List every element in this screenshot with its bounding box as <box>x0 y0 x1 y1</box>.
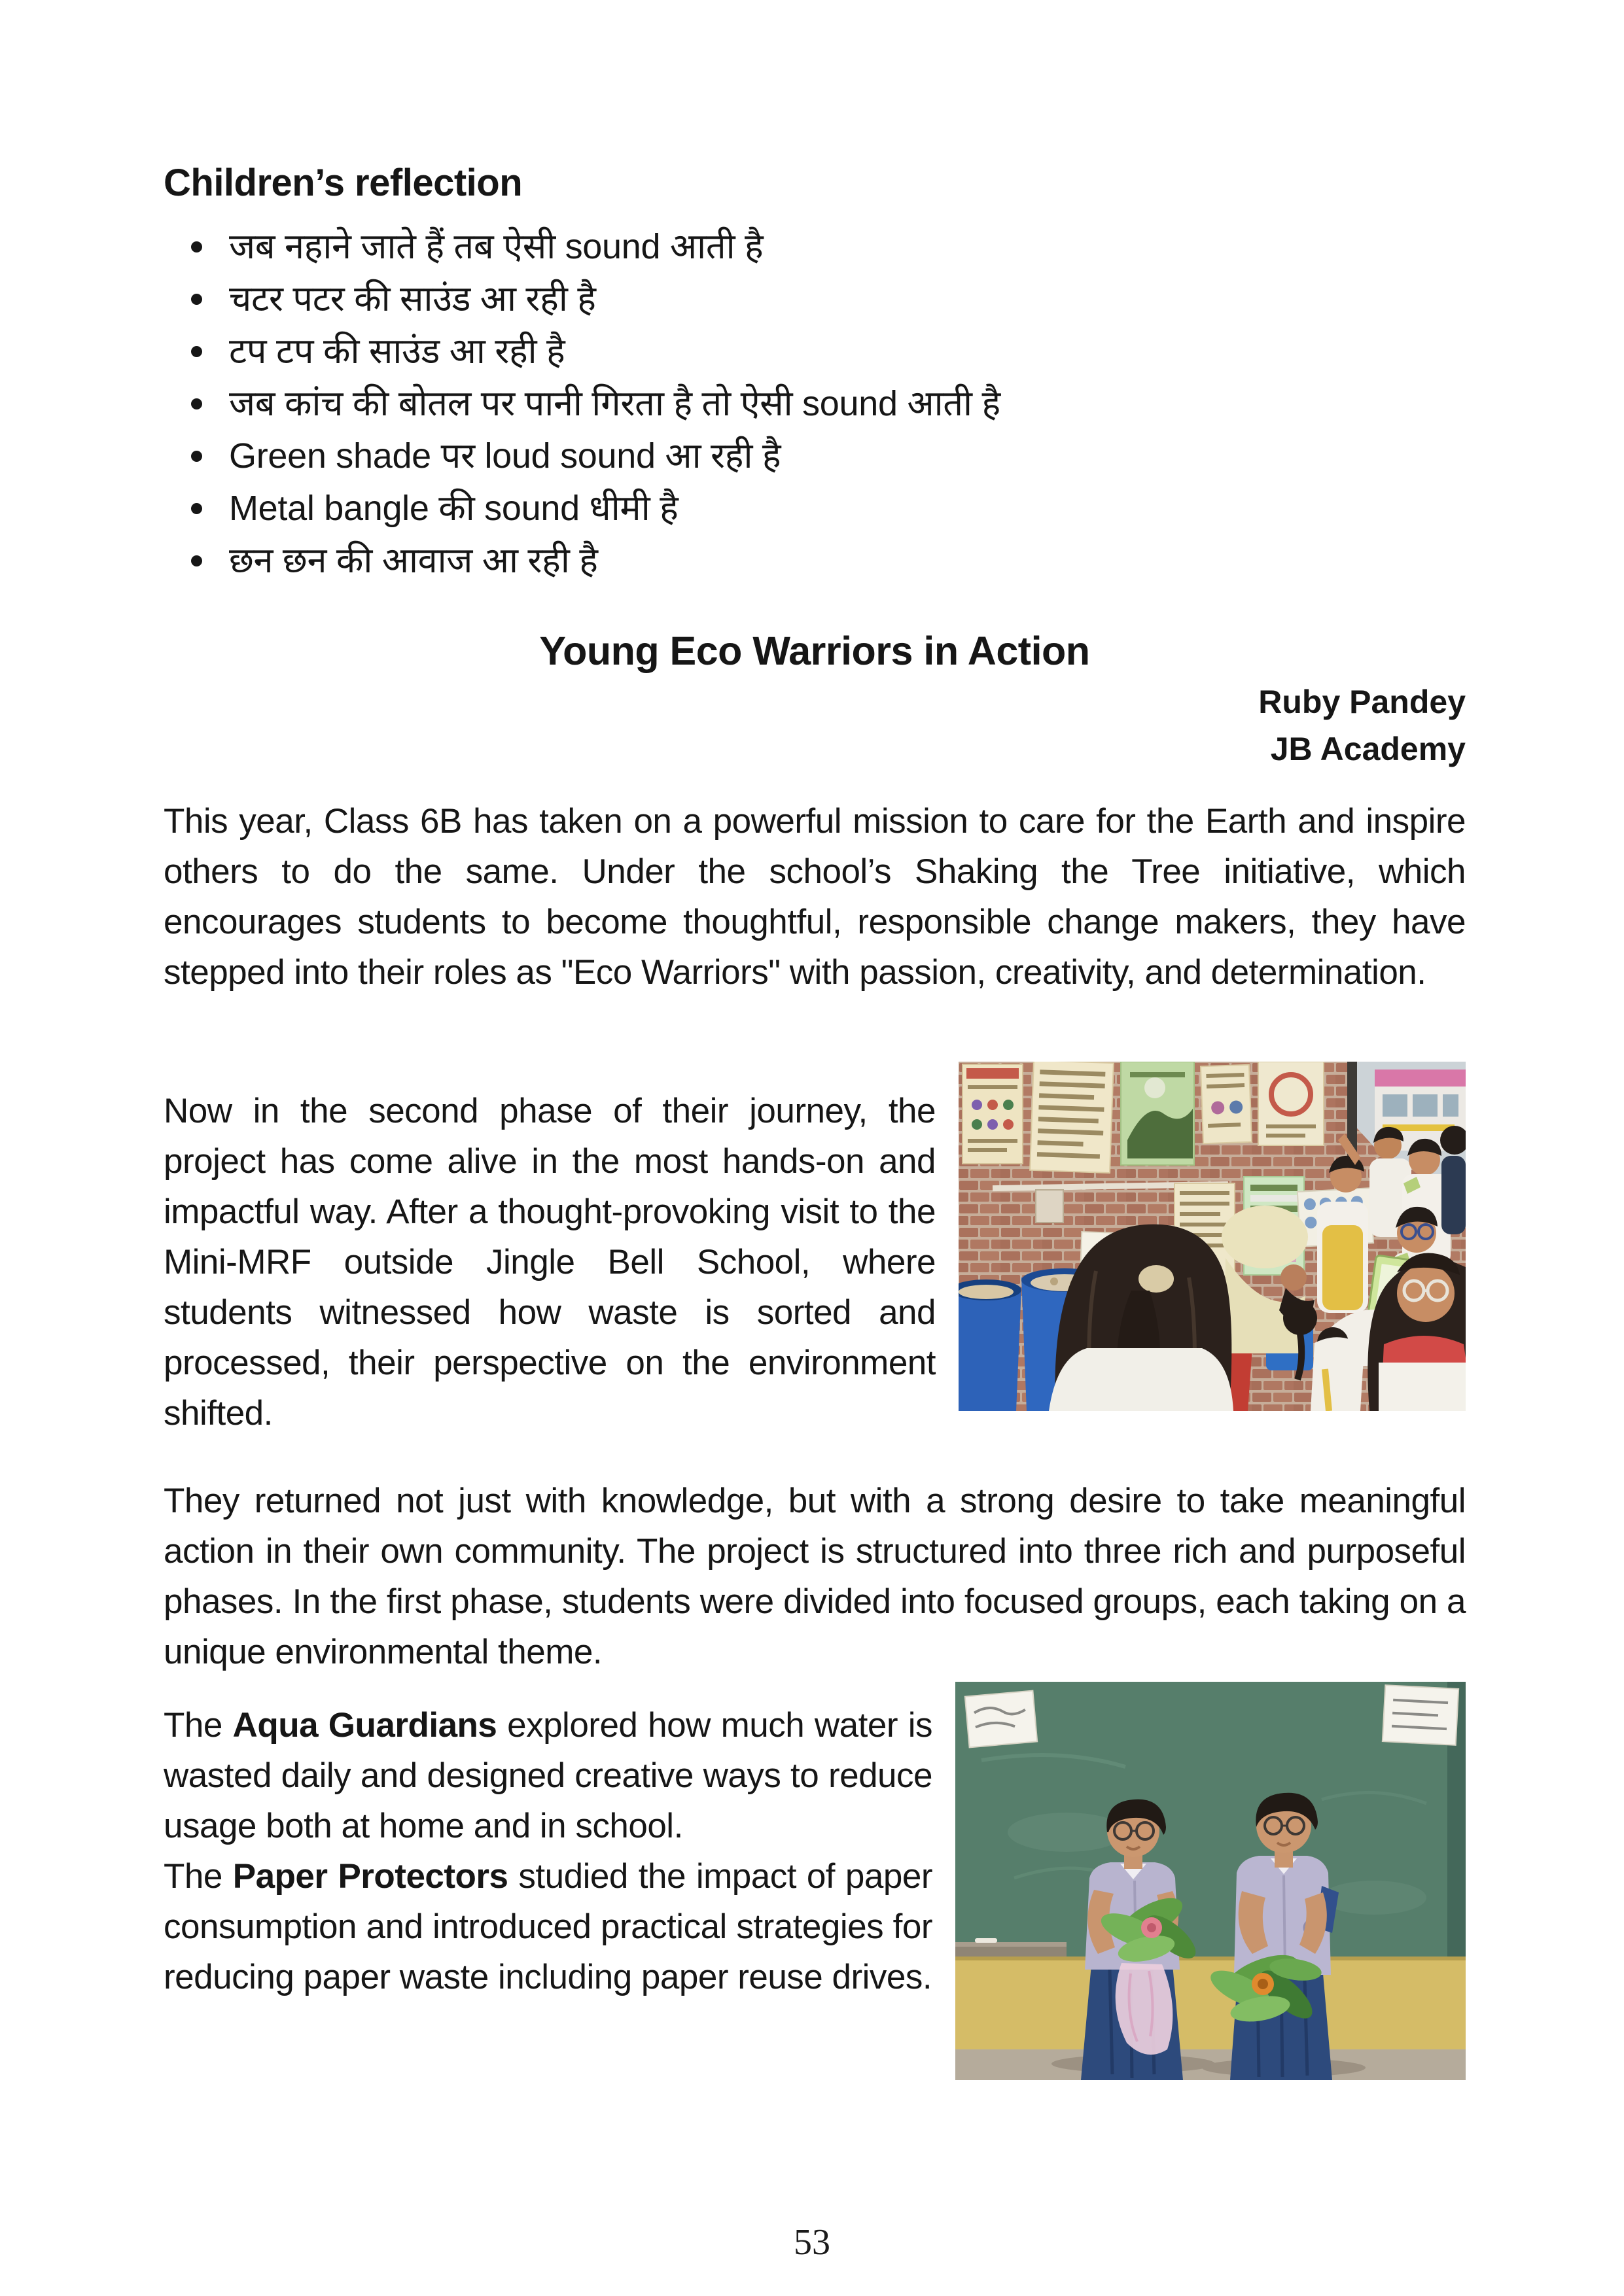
aqua-guardians-bold: Aqua Guardians <box>232 1706 497 1745</box>
byline-author: Ruby Pandey <box>1258 684 1466 720</box>
reflection-heading: Children’s reflection <box>164 162 523 204</box>
paragraph-returned: They returned not just with knowledge, but with a strong desire to take meaningful action in their own community. The project is structured into three rich and purposeful phases. In the first phase, students were divided into focused groups, each taking on a unique environmental theme. <box>164 1482 1466 1671</box>
byline-school: JB Academy <box>1270 731 1466 767</box>
paper-protectors-bold: Paper Protectors <box>232 1857 508 1896</box>
byline <box>164 678 1466 773</box>
reflection-item: Green shade पर loud sound आ रही है <box>229 430 1466 482</box>
article-title: Young Eco Warriors in Action <box>539 629 1090 673</box>
reflection-item: Metal bangle की sound धीमी है <box>229 482 1466 534</box>
page-number: 53 <box>794 2222 830 2263</box>
paragraph-intro: This year, Class 6B has taken on a powerful mission to care for the Earth and inspire others to do the same. Under the school’s Shaking the Tree initiative, which encourages students to become thoughtful, responsible change makers, they have stepped into their roles as "Eco Warriors" with passion, creativity, and determination. <box>164 802 1466 992</box>
paper-prefix: The <box>164 1857 233 1896</box>
section-groups <box>164 1700 1466 2002</box>
aqua-prefix: The <box>164 1706 233 1745</box>
reflection-item: चटर पटर की साउंड आ रही है <box>229 273 1466 325</box>
reflection-item: छन छन की आवाज आ रही है <box>229 534 1466 587</box>
mrf-visit-photo-illustration <box>959 1062 1466 1411</box>
aqua-rest: explored how much water is wasted daily and designed creative ways to reduce usage both at home and in school. <box>164 1706 932 1845</box>
reflection-list <box>164 220 1466 587</box>
reflection-item: जब नहाने जाते हैं तब ऐसी sound आती है <box>229 220 1466 273</box>
reflection-item: जब कांच की बोतल पर पानी गिरता है तो ऐसी sound आती है <box>229 377 1466 430</box>
paragraph-phase2: Now in the second phase of their journey, the project has come alive in the most hands-on and impactful way. After a thought-provoking visit to the Mini-MRF outside Jingle Bell School, where students witnessed how waste is sorted and processed, their perspective on the environment shifted. <box>164 1092 936 1433</box>
section-phase2 <box>164 1086 1466 1438</box>
leaf-craft-photo <box>955 1682 1466 2080</box>
reflection-section <box>164 160 1466 587</box>
paper-rest: studied the impact of paper consumption and introduced practical strategies for reducing paper waste including paper reuse drives. <box>164 1857 932 1996</box>
leaf-craft-photo-illustration <box>955 1682 1466 2080</box>
mrf-visit-photo <box>959 1062 1466 1411</box>
reflection-item: टप टप की साउंड आ रही है <box>229 325 1466 377</box>
